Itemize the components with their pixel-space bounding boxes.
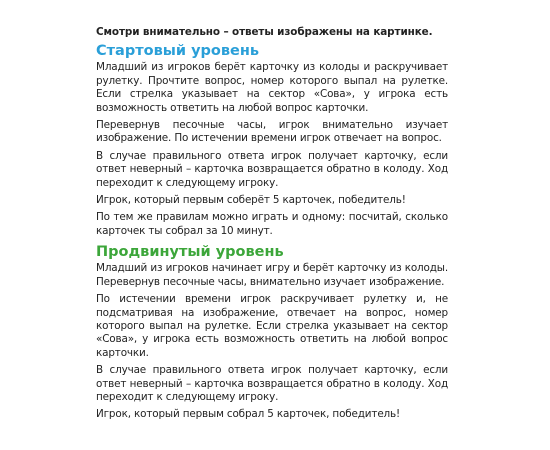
- section-start-level: [96, 42, 448, 238]
- section-title-advanced: Продвинутый уровень: [96, 244, 284, 261]
- section-title-start: Стартовый уровень: [96, 43, 260, 60]
- rule-paragraph: Игрок, который первым собрал 5 карточек, победитель!: [96, 408, 401, 421]
- rule-paragraph: Младший из игроков начинает игру и берёт карточку из колоды. Перевернув песочные часы, внимательно изучает изображение.: [96, 262, 448, 288]
- rule-paragraph: В случае правильного ответа игрок получает карточку, если ответ неверный – карточка возвращается обратно в колоду. Ход переходит к следующему игроку.: [96, 364, 448, 403]
- section-advanced-level: [96, 243, 448, 421]
- rule-paragraph: По тем же правилам можно играть и одному: посчитай, сколько карточек ты собрал за 10 минут.: [96, 211, 448, 237]
- rule-paragraph: Игрок, который первым соберёт 5 карточек, победитель!: [96, 194, 406, 207]
- rule-paragraph: По истечении времени игрок раскручивает рулетку и, не подсматривая на изображение, отвечает на вопрос, номер которого выпал на рулетке. Если стрелка указывает на сектор «Сова», у игрока есть возможность ответить на любой вопрос карточки.: [96, 293, 448, 359]
- intro-text: Смотри внимательно – ответы изображены на картинке.: [96, 26, 433, 38]
- rule-paragraph: Младший из игроков берёт карточку из колоды и раскручивает рулетку. Прочтите вопрос, номер которого выпал на рулетке. Если стрелка указывает на сектор «Сова», у игрока есть возможность ответить на любой вопрос карточки.: [96, 61, 448, 114]
- rules-page: [96, 26, 448, 426]
- rule-paragraph: Перевернув песочные часы, игрок внимательно изучает изображение. По истечении времени игрок отвечает на вопрос.: [96, 119, 448, 145]
- rule-paragraph: В случае правильного ответа игрок получает карточку, если ответ неверный – карточка возвращается обратно в колоду. Ход переходит к следующему игроку.: [96, 149, 448, 189]
